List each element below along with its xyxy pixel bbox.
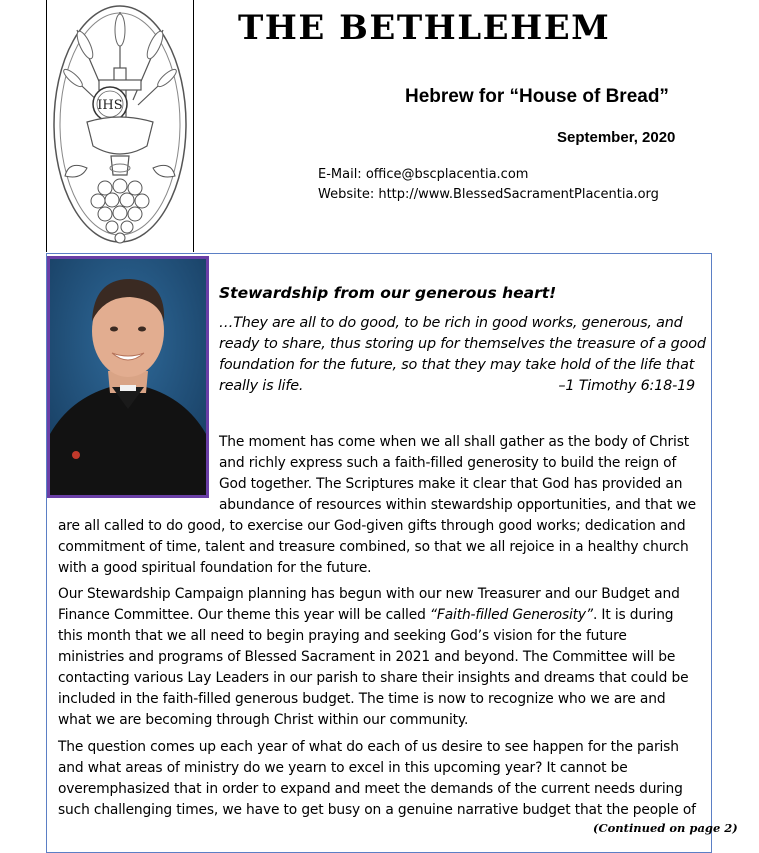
paragraph-line: overemphasized that in order to expand and meet the demands of the current needs during [58,781,683,797]
paragraph-line: The question comes up each year of what do each of us desire to see happen for the parish [58,739,679,755]
paragraph-line: abundance of resources within stewardship opportunities, and that we [219,497,697,513]
quote-reference: –1 Timothy 6:18-19 [558,378,695,394]
paragraph-line: contacting various Lay Leaders in our parish to share their insights and dreams that could be [58,670,689,686]
quote-line: …They are all to do good, to be rich in good works, generous, and [219,315,683,331]
paragraph-line: what we are becoming through Christ within our community. [58,712,469,728]
paragraph-line: The moment has come when we all shall gather as the body of Christ [219,434,690,450]
paragraph-line [58,605,688,626]
email-line[interactable]: E-Mail: office@bscplacentia.com [318,167,529,182]
paragraph-3 [58,737,696,821]
newsletter-subtitle: Hebrew for “House of Bread” [405,86,669,107]
article-heading: Stewardship from our generous heart! [219,284,557,302]
paragraph-line: God together. The Scriptures make it clear that God has provided an [219,476,683,492]
eucharist-logo [47,0,193,252]
paragraph-line: such challenging times, we have to get busy on a genuine narrative budget that the people of [58,802,696,818]
pastor-photo [47,256,209,498]
issue-date: September, 2020 [557,129,676,146]
paragraph-text: Finance Committee. Our theme this year will be called [58,607,430,623]
paragraph-1 [58,432,697,579]
paragraph-line: and what areas of ministry do we yearn to excel in this upcoming year? It cannot be [58,760,628,776]
quote-line: ready to share, thus storing up for themselves the treasure of a good [219,336,706,352]
website-line[interactable]: Website: http://www.BlessedSacramentPlacentia.org [318,187,659,202]
logo-panel [46,0,194,252]
ihs-monogram: IHS [97,98,123,113]
paragraph-line: this month that we all need to begin praying and seeking God’s vision for the future [58,628,627,644]
paragraph-line: and richly express such a faith-filled generosity to build the reign of [219,455,677,471]
quote-line: really is life. [219,378,304,394]
paragraph-line: with a good spiritual foundation for the future. [58,560,372,576]
theme-name: “Faith-filled Generosity” [429,607,593,623]
paragraph-line: commitment of time, talent and treasure combined, so that we all rejoice in a healthy church [58,539,689,555]
paragraph-line: Our Stewardship Campaign planning has begun with our new Treasurer and our Budget and [58,586,680,602]
paragraph-2 [58,584,688,731]
scripture-quote [219,313,707,397]
quote-line: foundation for the future, so that they may take hold of the life that [219,357,695,373]
paragraph-text: . It is during [592,607,674,623]
paragraph-line: are all called to do good, to exercise our God-given gifts through good works; dedication and [58,518,686,534]
contact-info [318,165,659,205]
paragraph-line: included in the faith-filled generous budget. The time is now to recognize who we are and [58,691,666,707]
newsletter-title: THE BETHLEHEM [238,8,611,48]
paragraph-line: ministries and programs of Blessed Sacrament in 2021 and beyond. The Committee will be [58,649,676,665]
continued-note: (Continued on page 2) [593,821,738,835]
